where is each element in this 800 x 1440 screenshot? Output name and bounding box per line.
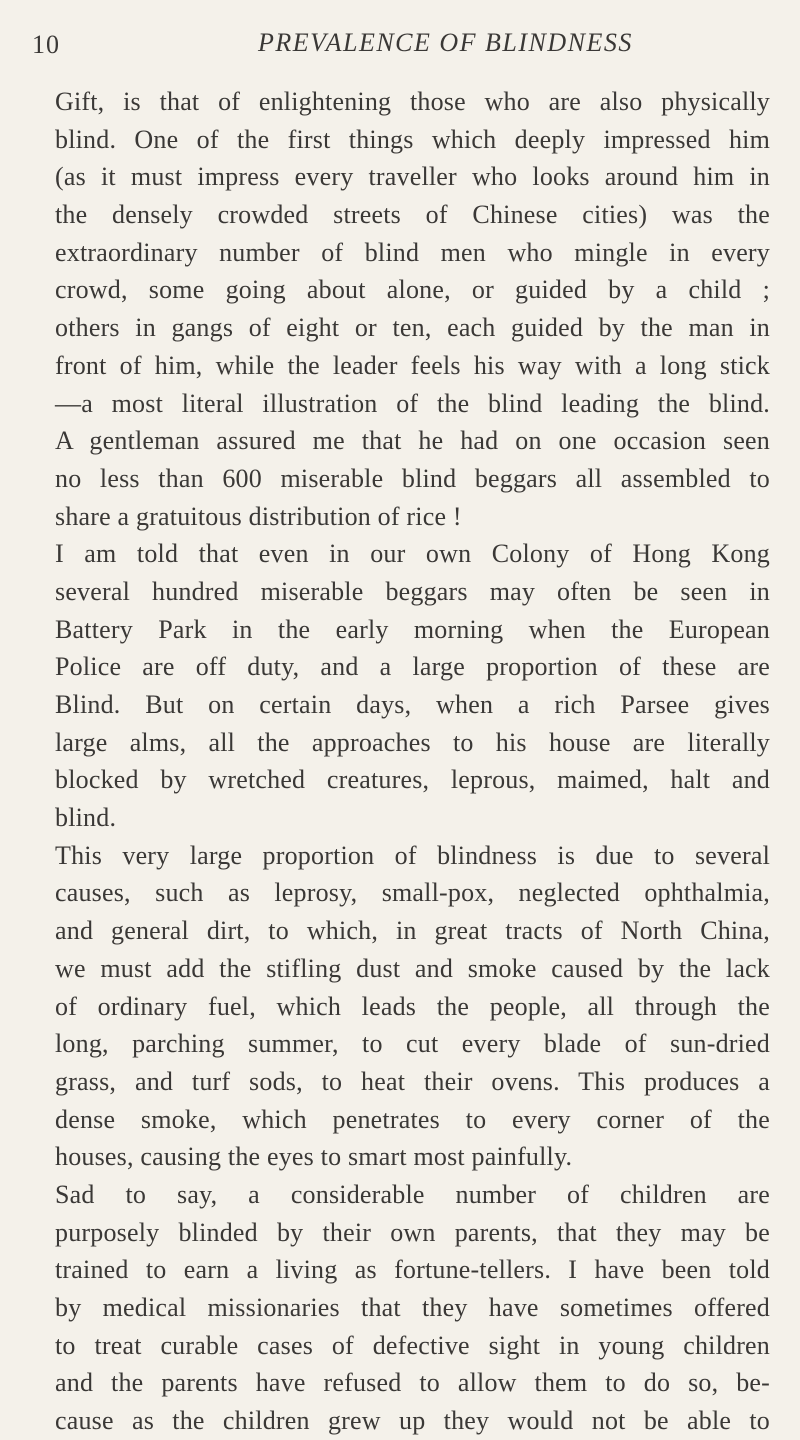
text-line: extraordinary number of blind men who mingle in every (55, 237, 770, 267)
text-line: houses, causing the eyes to smart most painfully. (55, 1142, 573, 1172)
text-line: blind. One of the first things which deeply impressed him (55, 124, 770, 154)
text-line: trained to earn a living as fortune-tellers. I have been told (55, 1255, 770, 1285)
text-line: the densely crowded streets of Chinese cities) was the (55, 200, 770, 230)
text-line: and general dirt, to which, in great tracts of North China, (55, 916, 770, 946)
text-line: others in gangs of eight or ten, each guided by the man in (55, 313, 770, 343)
text-line: Gift, is that of enlightening those who are also physically (55, 87, 770, 116)
text-line: purposely blinded by their own parents, that they may be (55, 1217, 770, 1247)
running-head (0, 24, 800, 64)
text-line: causes, such as leprosy, small-pox, neglected ophthalmia, (55, 878, 770, 908)
text-line: long, parching summer, to cut every blade of sun-dried (55, 1029, 770, 1059)
text-line: grass, and turf sods, to heat their ovens. This produces a (55, 1066, 770, 1096)
text-line: share a gratuitous distribution of rice ! (55, 501, 462, 531)
text-line: (as it must impress every traveller who looks around him in (55, 162, 770, 192)
page-number: 10 (32, 30, 60, 59)
text-line: Police are off duty, and a large proportion of these are (55, 652, 770, 682)
text-line: large alms, all the approaches to his house are literally (55, 727, 770, 757)
running-title: PREVALENCE OF BLINDNESS (258, 28, 633, 57)
text-line: Sad to say, a considerable number of children are (55, 1179, 770, 1209)
text-line: no less than 600 miserable blind beggars all assembled to (55, 463, 770, 493)
text-line: we must add the stifling dust and smoke caused by the lack (55, 953, 770, 983)
text-line: blind. (55, 803, 117, 833)
text-line: I am told that even in our own Colony of Hong Kong (55, 539, 770, 569)
text-line: Battery Park in the early morning when the European (55, 614, 770, 644)
body-text (55, 83, 770, 1440)
text-line: Blind. But on certain days, when a rich Parsee gives (55, 690, 770, 719)
text-line: This very large proportion of blindness is due to several (55, 840, 770, 870)
text-line: cause as the children grew up they would not be able to (55, 1406, 770, 1436)
text-line: and the parents have refused to allow them to do so, be- (55, 1368, 770, 1398)
text-line: of ordinary fuel, which leads the people, all through the (55, 991, 770, 1021)
text-line: dense smoke, which penetrates to every corner of the (55, 1104, 770, 1134)
text-line: front of him, while the leader feels his way with a long stick (55, 350, 770, 380)
text-line: A gentleman assured me that he had on one occasion seen (55, 426, 770, 456)
text-line: several hundred miserable beggars may often be seen in (55, 576, 770, 606)
text-line: by medical missionaries that they have sometimes offered (55, 1293, 770, 1322)
text-line: to treat curable cases of defective sight in young children (55, 1330, 770, 1360)
text-line: blocked by wretched creatures, leprous, maimed, halt and (55, 765, 770, 795)
text-line: —a most literal illustration of the blind leading the blind. (55, 388, 770, 418)
text-line: crowd, some going about alone, or guided by a child ; (55, 275, 770, 305)
